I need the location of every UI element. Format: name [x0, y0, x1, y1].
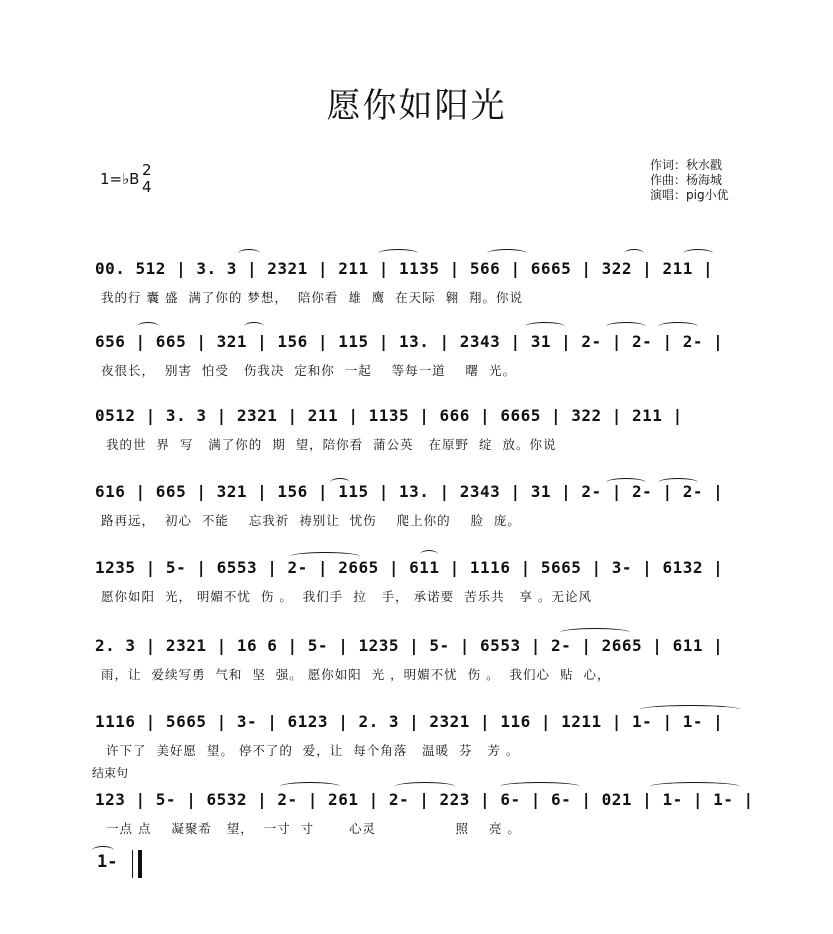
slur [290, 552, 360, 561]
slur [280, 782, 340, 791]
notes-row-8: 123 | 5- | 6532 | 2- | 261 | 2- | 223 | 6- | 6- | 021 | 1- | 1- | [95, 790, 754, 809]
slur [487, 249, 527, 258]
slur [244, 322, 264, 331]
lyric-row-1: 我的行 囊 盛 满了你的 梦想， 陪你看 雄 鹰 在天际 翱 翔。你说 [101, 290, 524, 305]
slur [92, 846, 114, 855]
lyric-row-5: 愿你如阳 光， 明媚不忧 伤 。 我们手 拉 手， 承诺要 苦乐共 享 。无论风 [101, 589, 592, 604]
notes-row-2: 656 | 665 | 321 | 156 | 115 | 13. | 2343 | 31 | 2- | 2- | 2- | [95, 332, 724, 351]
singer: 演唱：pig小优 [650, 188, 729, 202]
lyric-row-2: 夜很长， 别害 怕受 伤我决 定和你 一起 等每一道 曙 光。 [101, 363, 516, 378]
slur [650, 782, 740, 791]
slur [683, 249, 713, 258]
notes-row-1: 00. 512 | 3. 3 | 2321 | 211 | 1135 | 566 | 6665 | 322 | 211 | [95, 259, 714, 278]
notes-row-5: 1235 | 5- | 6553 | 2- | 2665 | 611 | 1116 | 5665 | 3- | 6132 | [95, 558, 724, 577]
lyric-row-6: 雨，让 爱续写勇 气和 坚 强。 愿你如阳 光 ，明媚不忧 伤 。 我们心 贴 心， [101, 667, 611, 682]
slur [395, 782, 455, 791]
slur [500, 782, 580, 791]
lyric-row-4: 路再远， 初心 不能 忘我祈 祷别让 忧伤 爬上你的 脸 庞。 [101, 513, 521, 528]
key-signature: 1=♭B [100, 170, 140, 188]
final-barline-thin [132, 850, 133, 878]
slur [658, 322, 698, 331]
slur [640, 705, 740, 714]
lyric-row-8: 一点 点 凝聚希 望， 一寸 寸 心灵 照 亮 。 [101, 821, 521, 836]
lyric-row-3: 我的世 界 写 满了你的 期 望，陪你看 蒲公英 在原野 绽 放。你说 [101, 437, 557, 452]
final-barline-thick [138, 850, 142, 878]
time-signature-bottom: 4 [142, 178, 152, 196]
lyricist: 作词：秋水戳 [650, 158, 723, 172]
ending-label: 结束句 [92, 766, 129, 780]
credits [650, 158, 729, 203]
slur [137, 322, 159, 331]
lyric-row-7: 许下了 美好愿 望。 停不了的 爱，让 每个角落 温暖 芬 芳 。 [101, 743, 520, 758]
slur [606, 322, 646, 331]
slur [624, 249, 644, 258]
slur [378, 249, 418, 258]
slur [606, 478, 646, 487]
slur [420, 550, 438, 559]
slur [330, 478, 350, 487]
slur [658, 478, 698, 487]
slur [525, 322, 565, 331]
notes-row-6: 2. 3 | 2321 | 16 6 | 5- | 1235 | 5- | 6553 | 2- | 2665 | 611 | [95, 636, 724, 655]
notes-row-7: 1116 | 5665 | 3- | 6123 | 2. 3 | 2321 | 116 | 1211 | 1- | 1- | [95, 712, 724, 731]
final-note: 1- [97, 852, 118, 872]
composer: 作曲：杨海城 [650, 173, 723, 187]
notes-row-3: 0512 | 3. 3 | 2321 | 211 | 1135 | 666 | 6665 | 322 | 211 | [95, 406, 683, 425]
song-title: 愿你如阳光 [326, 86, 507, 126]
time-signature [142, 162, 152, 196]
notes-row-4: 616 | 665 | 321 | 156 | 115 | 13. | 2343 | 31 | 2- | 2- | 2- | [95, 482, 724, 501]
slur [560, 628, 630, 637]
slur [238, 249, 260, 258]
time-signature-top: 2 [142, 161, 152, 179]
